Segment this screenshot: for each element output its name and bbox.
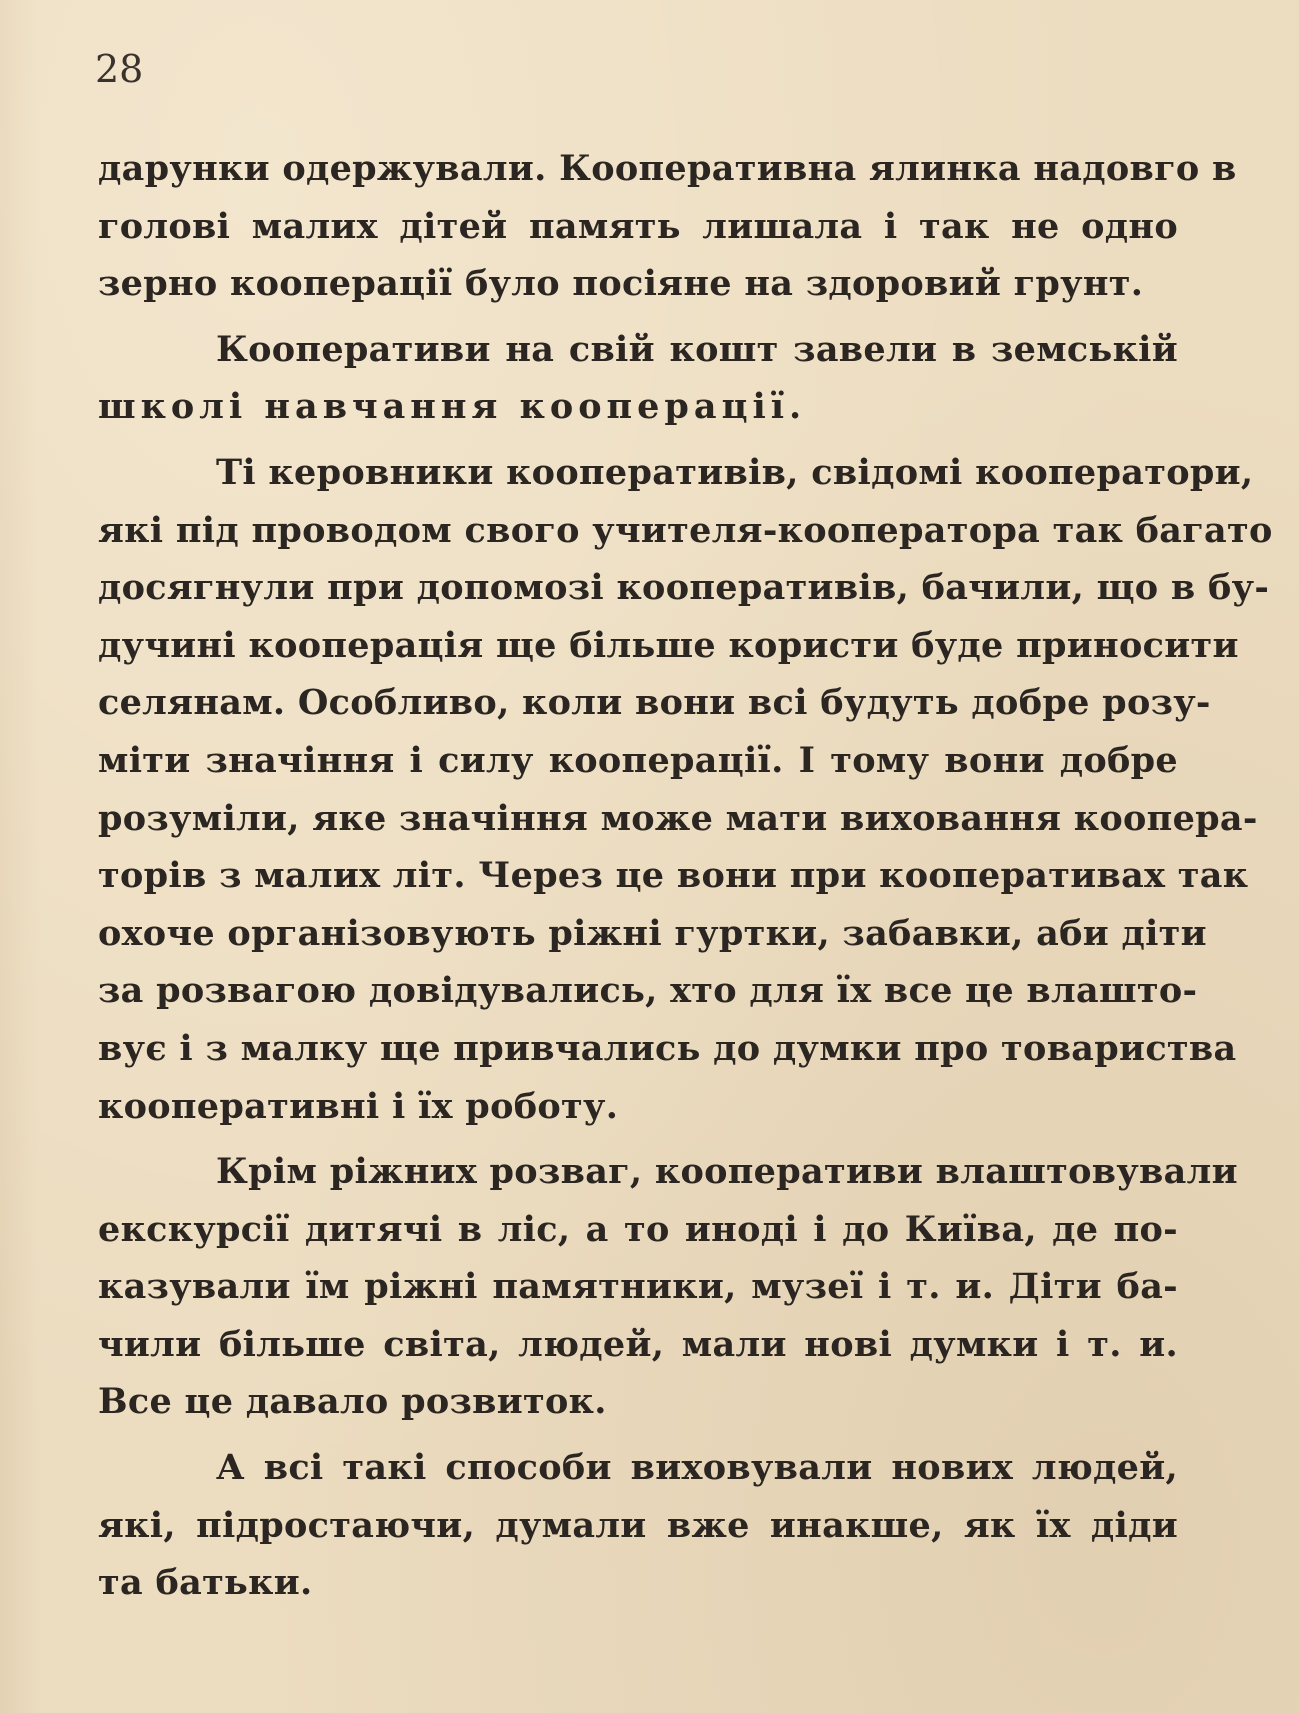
- text-line: за розвагою довідувались, хто для їх все це влашто-: [98, 970, 1198, 1012]
- text-line: торів з малих літ. Через це вони при кооперативах так: [98, 855, 1249, 897]
- text-line: дарунки одержували. Кооперативна ялинка надовго в: [98, 148, 1237, 189]
- text-line: дучині кооперація ще більше користи буде приносити: [98, 624, 1239, 666]
- text-line: голові малих дітей память лишала і так не одно: [98, 205, 1178, 247]
- text-line: зерно кооперації було посіяне на здоровий грунт.: [98, 263, 1144, 305]
- text-line: охоче організовують ріжні гуртки, забавки, аби діти: [98, 912, 1207, 954]
- paragraph: [98, 140, 1237, 313]
- text-line: та батьки.: [98, 1562, 313, 1604]
- text-line: екскурсії дитячі в ліс, а то иноді і до Київа, де по-: [98, 1208, 1178, 1250]
- text-line: Крім ріжних розваг, кооперативи влаштовували: [216, 1151, 1238, 1193]
- text-line: Кооперативи на свій кошт завели в земській: [216, 328, 1178, 370]
- text-line: вує і з малку ще привчались до думки про товариства: [98, 1027, 1237, 1069]
- text-line: розуміли, яке значіння може мати виховання коопера-: [98, 797, 1258, 839]
- paragraph: [98, 321, 1178, 436]
- text-line: кооперативні і їх роботу.: [98, 1085, 619, 1127]
- text-line: які, підростаючи, думали вже инакше, як їх діди: [98, 1504, 1178, 1546]
- text-line: школі навчання кооперації.: [98, 386, 807, 428]
- text-line: досягнули при допомозі кооперативів, бачили, що в бу-: [98, 567, 1270, 609]
- text-line: міти значіння і силу кооперації. І тому вони добре: [98, 739, 1178, 781]
- paragraph: [98, 1439, 1178, 1612]
- text-line: чили більше світа, людей, мали нові думки і т. и.: [98, 1323, 1178, 1365]
- page-number: 28: [95, 47, 144, 91]
- text-line: казували їм ріжні памятники, музеї і т. и. Діти ба-: [98, 1266, 1178, 1308]
- paragraph: [98, 444, 1273, 1135]
- paragraph: [98, 1143, 1238, 1431]
- text-line: які під проводом свого учителя-кооператора так багато: [98, 509, 1273, 551]
- body-text: [98, 140, 1273, 1612]
- text-line: селянам. Особливо, коли вони всі будуть добре розу-: [98, 682, 1211, 724]
- text-line: А всі такі способи виховували нових людей,: [216, 1447, 1178, 1489]
- text-line: Все це давало розвиток.: [98, 1381, 607, 1423]
- text-line: Ті керовники кооперативів, свідомі кооператори,: [216, 451, 1254, 493]
